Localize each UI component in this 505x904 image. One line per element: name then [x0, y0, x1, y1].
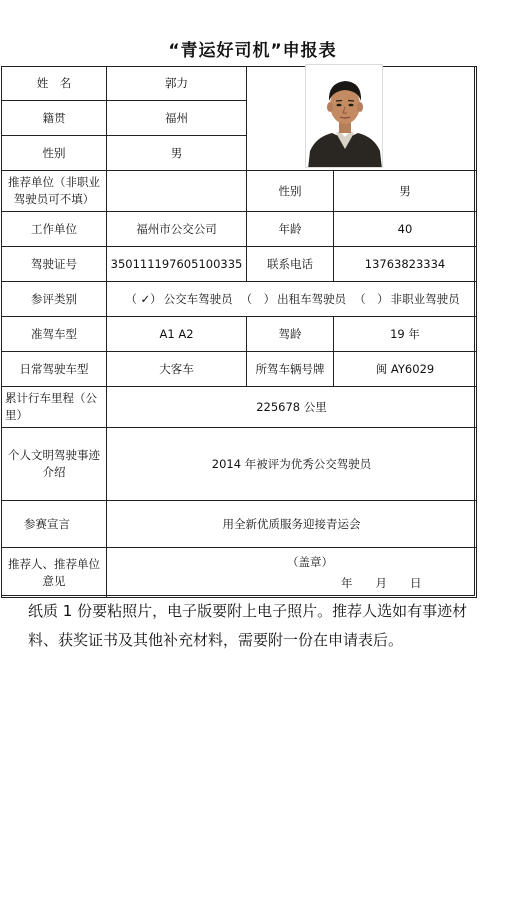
gender-label-top: 性别: [1, 135, 107, 171]
phone-label: 联系电话: [246, 246, 334, 282]
driving-years-value: 19 年: [333, 316, 477, 352]
opinion-date: 年 月 日: [341, 576, 422, 590]
declaration-value: 用全新优质服务迎接青运会: [106, 500, 477, 548]
origin-label: 籍贯: [1, 100, 107, 136]
plate-value: 闽 AY6029: [333, 351, 477, 387]
mileage-label: 累计行车里程（公里）: [1, 386, 107, 428]
gender-value-top: 男: [106, 135, 247, 171]
opinion-label: 推荐人、推荐单位意见: [1, 547, 107, 598]
category-options: [106, 281, 477, 317]
gender-value: 男: [333, 170, 477, 212]
story-label: 个人文明驾驶事迹介绍: [1, 427, 107, 501]
applicant-photo: [305, 64, 383, 168]
plate-label: 所驾车辆号牌: [246, 351, 334, 387]
recommender-value: [106, 170, 247, 212]
category-opt3-checkbox[interactable]: （ ）: [354, 291, 389, 306]
work-label: 工作单位: [1, 211, 107, 247]
daily-vehicle-label: 日常驾驶车型: [1, 351, 107, 387]
vehicle-type-value: A1 A2: [106, 316, 247, 352]
category-opt1-label: 公交车驾驶员: [163, 291, 233, 306]
license-label: 驾驶证号: [1, 246, 107, 282]
recommender-label: 推荐单位（非职业驾驶员可不填）: [1, 170, 107, 212]
work-value: 福州市公交公司: [106, 211, 247, 247]
declaration-label: 参赛宣言: [1, 500, 107, 548]
license-value: 350111197605100335: [106, 246, 247, 282]
person-photo-icon: [306, 65, 383, 168]
phone-value: 13763823334: [333, 246, 477, 282]
category-label: 参评类别: [1, 281, 107, 317]
application-form-table: [1, 66, 475, 596]
age-label: 年龄: [246, 211, 334, 247]
form-title: “青运好司机”申报表: [168, 41, 337, 61]
submission-note: 纸质 1 份要粘照片，电子版要附上电子照片。推荐人选如有事迹材料、获奖证书及其他补充材料，需要附一份在申请表后。: [28, 602, 468, 649]
category-opt1-checkbox[interactable]: （ ✓）: [125, 291, 162, 306]
opinion-cell: [106, 547, 477, 598]
origin-value: 福州: [106, 100, 247, 136]
category-opt2-label: 出租车驾驶员: [277, 291, 347, 306]
category-opt3-label: 非职业驾驶员: [390, 291, 460, 306]
daily-vehicle-value: 大客车: [106, 351, 247, 387]
name-value: 郭力: [106, 66, 247, 101]
driving-years-label: 驾龄: [246, 316, 334, 352]
gender-label: 性别: [246, 170, 334, 212]
mileage-value: 225678 公里: [106, 386, 477, 428]
story-value: 2014 年被评为优秀公交驾驶员: [106, 427, 477, 501]
opinion-seal: （盖章）: [287, 555, 333, 569]
age-value: 40: [333, 211, 477, 247]
vehicle-type-label: 准驾车型: [1, 316, 107, 352]
category-opt2-checkbox[interactable]: （ ）: [240, 291, 276, 306]
name-label: 姓 名: [1, 66, 107, 101]
